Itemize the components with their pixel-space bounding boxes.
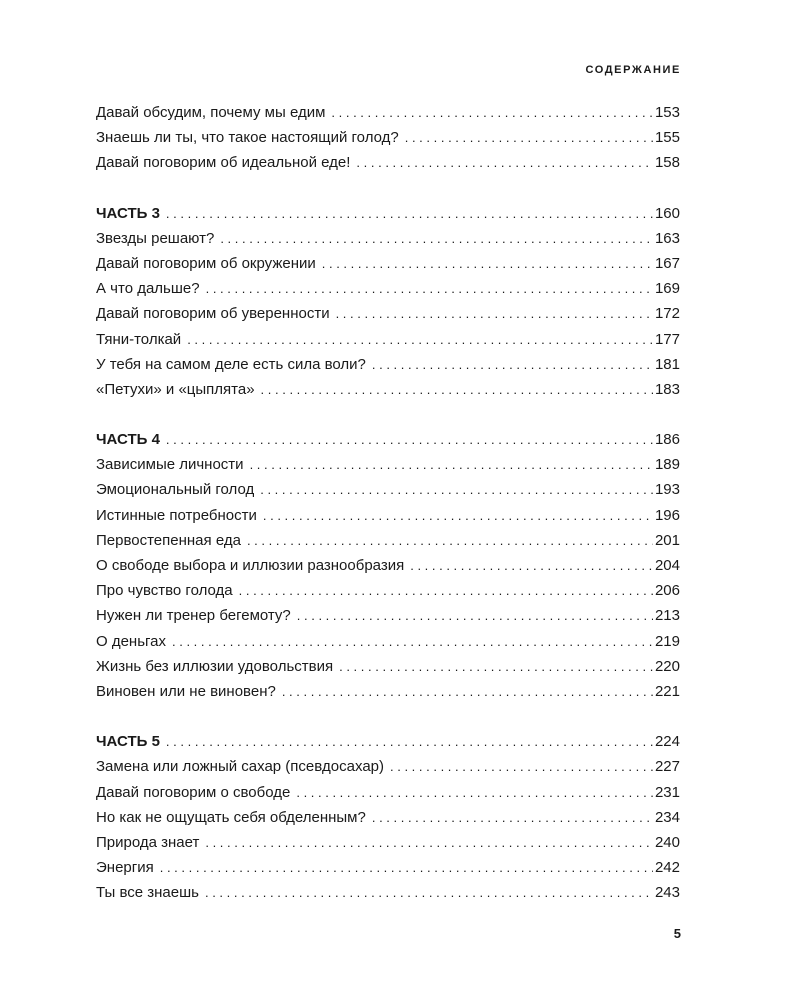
dot-leader — [187, 327, 653, 352]
part-heading[interactable] — [96, 427, 680, 452]
dot-leader — [160, 855, 653, 880]
dot-leader — [297, 603, 653, 628]
toc-entry[interactable] — [96, 251, 680, 276]
dot-leader — [247, 528, 653, 553]
entry-page: 155 — [654, 129, 680, 147]
entry-title: Давай обсудим, почему мы едим — [96, 104, 326, 121]
toc-entry[interactable] — [96, 503, 680, 528]
entry-page: 231 — [654, 783, 680, 801]
entry-title: Первостепенная еда — [96, 531, 241, 549]
dot-leader — [206, 276, 653, 301]
toc-entry[interactable] — [96, 100, 680, 125]
toc-entry[interactable] — [96, 578, 680, 603]
block-gap — [96, 402, 680, 427]
dot-leader — [260, 477, 653, 502]
intro-block — [96, 100, 680, 176]
entry-page: 240 — [654, 833, 680, 851]
entry-title: Давай поговорим об уверенности — [96, 305, 330, 323]
entry-page: 243 — [654, 884, 680, 902]
entry-title: Давай поговорим об идеальной еде! — [96, 154, 351, 172]
part-heading[interactable] — [96, 201, 680, 226]
entry-page: 227 — [654, 758, 680, 776]
part-4-block — [96, 427, 680, 704]
entry-title: Нужен ли тренер бегемоту? — [96, 607, 291, 625]
entry-title: Эмоциональный голод — [96, 481, 255, 499]
dot-leader — [322, 251, 653, 276]
toc-entry[interactable] — [96, 629, 680, 654]
entry-title: Виновен или не виновен? — [96, 682, 276, 700]
table-of-contents — [96, 100, 680, 905]
dot-leader — [336, 301, 653, 326]
running-header: СОДЕРЖАНИЕ — [585, 64, 681, 76]
entry-page: 213 — [654, 607, 680, 625]
entry-page: 172 — [654, 305, 680, 323]
toc-entry[interactable] — [96, 276, 680, 301]
dot-leader — [220, 226, 653, 251]
dot-leader — [263, 503, 653, 528]
entry-page: 160 — [654, 204, 680, 222]
toc-entry[interactable] — [96, 452, 680, 477]
entry-title: Природа знает — [96, 833, 200, 851]
dot-leader — [166, 427, 653, 452]
dot-leader — [205, 830, 653, 855]
dot-leader — [239, 578, 653, 603]
entry-title: Замена или ложный сахар (псевдосахар) — [96, 758, 385, 776]
toc-entry[interactable] — [96, 125, 680, 150]
dot-leader — [410, 553, 653, 578]
entry-title: О деньгах — [96, 632, 167, 650]
entry-page: 183 — [654, 380, 680, 398]
block-gap — [96, 704, 680, 729]
entry-page: 163 — [654, 229, 680, 247]
toc-entry[interactable] — [96, 754, 680, 779]
entry-title: Давай поговорим об окружении — [96, 254, 316, 272]
entry-title: Про чувство голода — [96, 582, 233, 600]
entry-title: Давай поговорим о свободе — [96, 783, 291, 801]
toc-entry[interactable] — [96, 352, 680, 377]
entry-page: 206 — [654, 582, 680, 600]
toc-entry[interactable] — [96, 150, 680, 175]
toc-entry[interactable] — [96, 327, 680, 352]
entry-title: Зависимые личности — [96, 456, 244, 474]
entry-title: Знаешь ли ты, что такое настоящий голод? — [96, 129, 399, 147]
dot-leader — [166, 729, 653, 754]
toc-entry[interactable] — [96, 603, 680, 628]
entry-page: 169 — [654, 280, 680, 298]
toc-entry[interactable] — [96, 679, 680, 704]
entry-title: Энергия — [96, 859, 154, 877]
entry-page: 158 — [654, 154, 680, 172]
dot-leader — [166, 201, 653, 226]
entry-title: Но как не ощущать себя обделенным? — [96, 808, 366, 826]
toc-entry[interactable] — [96, 780, 680, 805]
entry-page: 219 — [654, 632, 680, 650]
entry-title: У тебя на самом деле есть сила воли? — [96, 355, 366, 373]
dot-leader — [405, 125, 653, 150]
part-heading[interactable] — [96, 729, 680, 754]
toc-entry[interactable] — [96, 855, 680, 880]
dot-leader — [331, 100, 653, 125]
dot-leader — [282, 679, 653, 704]
dot-leader — [372, 352, 653, 377]
toc-entry[interactable] — [96, 528, 680, 553]
entry-page: 204 — [654, 557, 680, 574]
dot-leader — [339, 654, 653, 679]
entry-title: Ты все знаешь — [96, 884, 199, 902]
entry-title: Тяни-толкай — [96, 330, 182, 348]
page-number: 5 — [673, 926, 681, 941]
entry-page: 193 — [654, 481, 680, 499]
entry-page: 167 — [654, 254, 680, 272]
dot-leader — [261, 377, 653, 402]
dot-leader — [296, 780, 653, 805]
toc-entry[interactable] — [96, 377, 680, 402]
entry-title: О свободе выбора и иллюзии разнообразия — [96, 557, 405, 574]
entry-title: Звезды решают? — [96, 229, 215, 247]
entry-page: 186 — [654, 431, 680, 449]
entry-page: 221 — [654, 682, 680, 700]
toc-entry[interactable] — [96, 553, 680, 578]
toc-entry[interactable] — [96, 477, 680, 502]
dot-leader — [372, 805, 653, 830]
dot-leader — [356, 150, 653, 175]
dot-leader — [250, 452, 653, 477]
entry-page: 220 — [654, 657, 680, 675]
entry-page: 196 — [654, 506, 680, 524]
entry-page: 242 — [654, 859, 680, 877]
part-heading-title: ЧАСТЬ 4 — [96, 431, 160, 449]
entry-title: А что дальше? — [96, 280, 200, 298]
entry-page: 234 — [654, 808, 680, 826]
dot-leader — [205, 880, 653, 905]
entry-title: Жизнь без иллюзии удовольствия — [96, 657, 334, 675]
entry-page: 189 — [654, 456, 680, 474]
entry-title: «Петухи» и «цыплята» — [96, 380, 255, 398]
entry-title: Истинные потребности — [96, 506, 257, 524]
entry-page: 177 — [654, 330, 680, 348]
toc-entry[interactable] — [96, 805, 680, 830]
dot-leader — [390, 754, 653, 779]
part-5-block — [96, 729, 680, 905]
part-heading-title: ЧАСТЬ 5 — [96, 733, 160, 751]
toc-entry[interactable] — [96, 830, 680, 855]
toc-entry[interactable] — [96, 654, 680, 679]
block-gap — [96, 176, 680, 201]
entry-page: 153 — [654, 104, 680, 121]
part-heading-title: ЧАСТЬ 3 — [96, 204, 160, 222]
toc-entry[interactable] — [96, 226, 680, 251]
part-3-block — [96, 201, 680, 403]
toc-entry[interactable] — [96, 880, 680, 905]
toc-entry[interactable] — [96, 301, 680, 326]
entry-page: 224 — [654, 733, 680, 751]
dot-leader — [172, 629, 653, 654]
entry-page: 181 — [654, 355, 680, 373]
entry-page: 201 — [654, 531, 680, 549]
